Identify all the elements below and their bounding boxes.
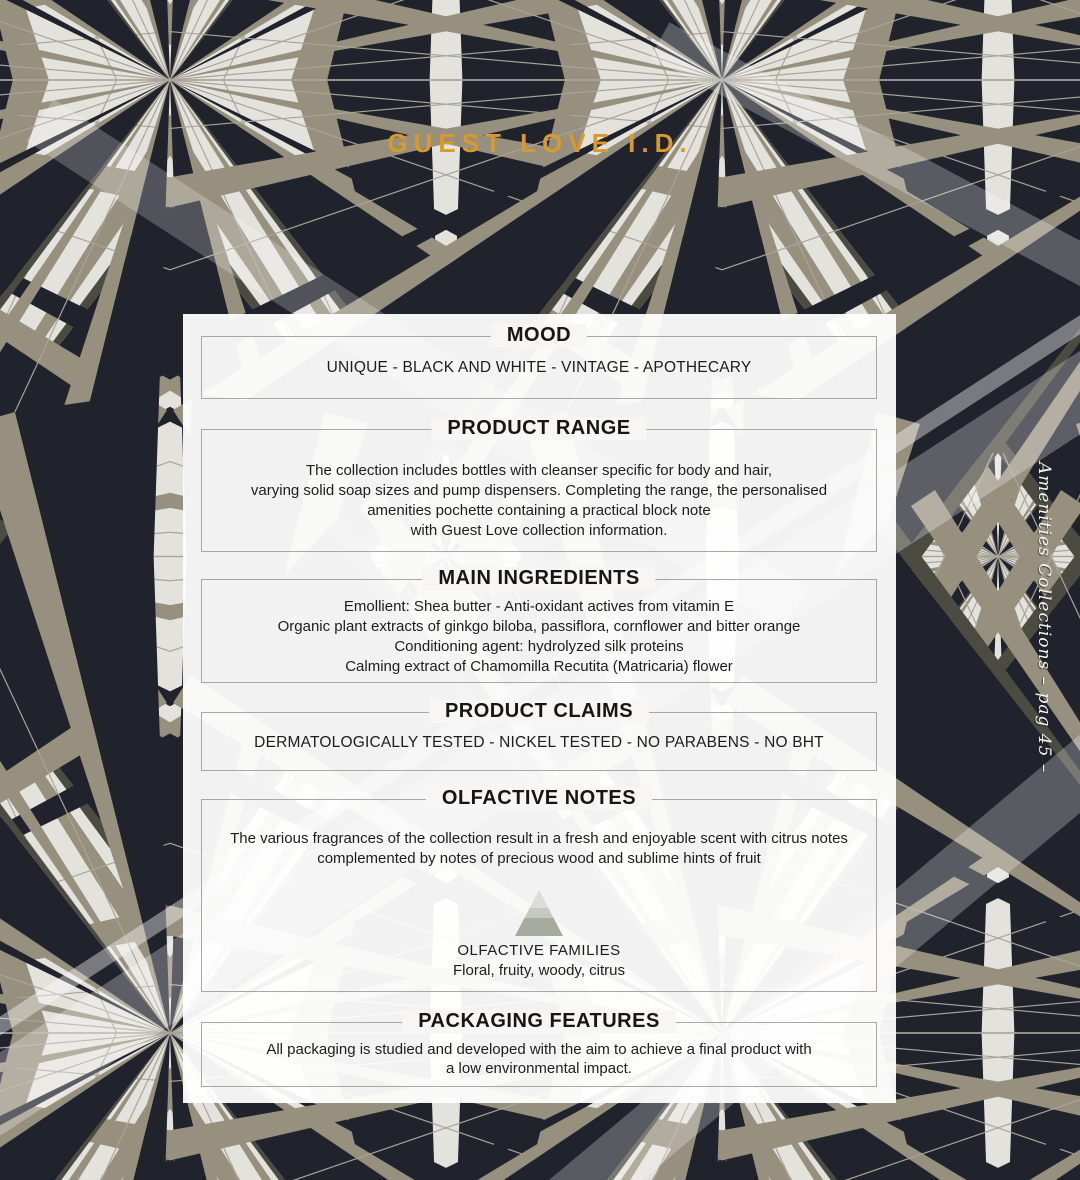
body-line: Organic plant extracts of ginkgo biloba, passiflora, cornflower and bitter orange: [277, 618, 801, 635]
body-line: Emollient: Shea butter - Anti-oxidant actives from vitamin E: [343, 598, 735, 615]
section-title: OLFACTIVE NOTES: [426, 787, 652, 810]
section-title: MOOD: [491, 324, 587, 347]
body-line: All packaging is studied and developed with the aim to achieve a final product with: [266, 1041, 812, 1058]
section-product-range: [201, 417, 877, 552]
body-line: DERMATOLOGICALLY TESTED - NICKEL TESTED - NO PARABENS - NO BHT: [254, 734, 824, 751]
section-packaging-features: [201, 1010, 877, 1087]
section-main-ingredients: [201, 567, 877, 683]
section-product-claims: [201, 700, 877, 771]
section-title: PRODUCT RANGE: [431, 417, 646, 440]
body-line: Calming extract of Chamomilla Recutita (Matricaria) flower: [345, 658, 733, 675]
olfactive-pyramid-icon: [515, 890, 563, 936]
section-title: MAIN INGREDIENTS: [422, 567, 655, 590]
body-line: UNIQUE - BLACK AND WHITE - VINTAGE - APOTHECARY: [326, 359, 752, 376]
body-line: The various fragrances of the collection result in a fresh and enjoyable scent with citrus notes: [230, 830, 848, 847]
content-card: [183, 314, 896, 1103]
olfactive-families-label: OLFACTIVE FAMILIES: [457, 942, 621, 959]
section-body: [202, 800, 876, 981]
body-line: amenities pochette containing a practical block note: [367, 502, 711, 519]
section-title: PRODUCT CLAIMS: [429, 700, 649, 723]
section-body: [202, 430, 876, 541]
olfactive-families-list: Floral, fruity, woody, citrus: [453, 962, 625, 979]
side-note: Amenities Collections – pag 45 –: [1034, 462, 1054, 774]
body-line: with Guest Love collection information.: [410, 522, 668, 539]
section-olfactive-notes: [201, 787, 877, 992]
section-body: [202, 580, 876, 677]
page-title: GUEST LOVE I.D.: [387, 128, 693, 158]
section-title: PACKAGING FEATURES: [402, 1010, 676, 1033]
body-line: a low environmental impact.: [446, 1060, 632, 1077]
body-line: Conditioning agent: hydrolyzed silk proteins: [394, 638, 684, 655]
body-line: The collection includes bottles with cleanser specific for body and hair,: [305, 462, 773, 479]
body-line: complemented by notes of precious wood and sublime hints of fruit: [317, 850, 761, 867]
section-mood: [201, 324, 877, 399]
body-line: varying solid soap sizes and pump dispensers. Completing the range, the personalised: [250, 482, 828, 499]
